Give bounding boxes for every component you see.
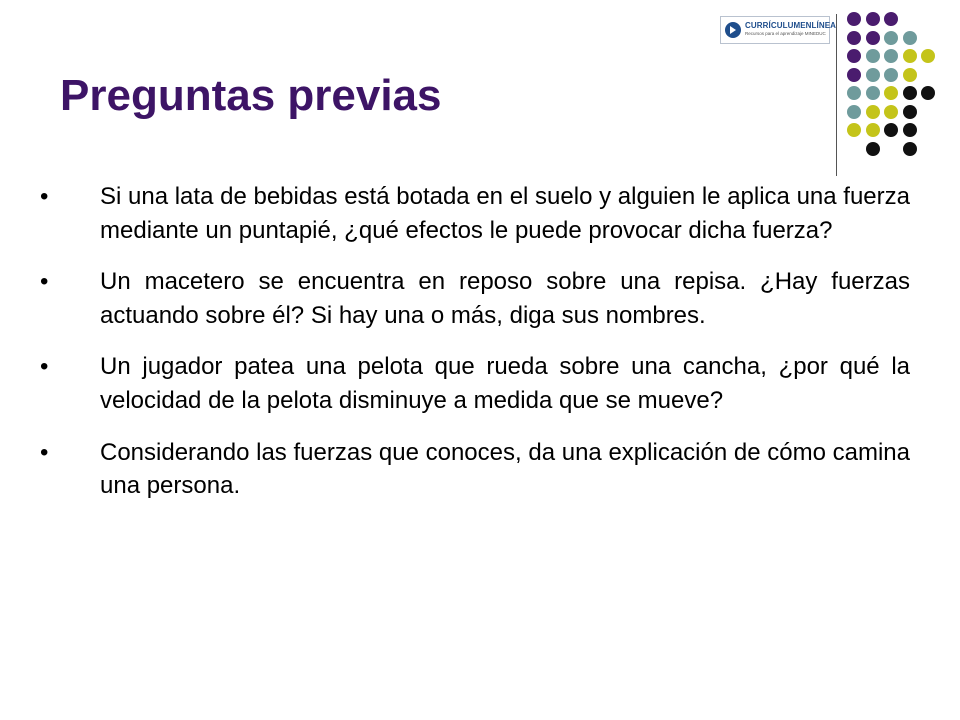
slide-title: Preguntas previas xyxy=(60,71,442,120)
decorative-dot xyxy=(903,123,917,137)
decorative-dot xyxy=(921,49,935,63)
play-icon xyxy=(725,22,741,38)
decorative-dot xyxy=(884,68,898,82)
decorative-dot xyxy=(847,86,861,100)
question-item xyxy=(30,350,910,417)
decorative-dot xyxy=(847,68,861,82)
decorative-dot xyxy=(866,142,880,156)
bullet-marker: • xyxy=(40,268,49,296)
question-item xyxy=(30,265,910,332)
decorative-dot xyxy=(884,31,898,45)
curriculum-en-linea-logo xyxy=(720,16,837,44)
decorative-dot xyxy=(866,86,880,100)
decorative-dot xyxy=(903,31,917,45)
decorative-dot xyxy=(921,86,935,100)
decorative-dot xyxy=(866,68,880,82)
decorative-dot xyxy=(847,123,861,137)
question-text: Un macetero se encuentra en reposo sobre una repisa. ¿Hay fuerzas actuando sobre él? Si hay una o más, diga sus nombres. xyxy=(100,268,910,329)
decorative-dot xyxy=(866,12,880,26)
logo-name: CURRÍCULUMENLÍNEA xyxy=(745,21,837,30)
bullet-marker: • xyxy=(40,438,49,466)
question-text: Considerando las fuerzas que conoces, da una explicación de cómo camina una persona. xyxy=(100,438,910,500)
question-item xyxy=(30,436,910,503)
decorative-dot xyxy=(866,105,880,119)
decorative-dot xyxy=(903,105,917,119)
decorative-dot xyxy=(847,12,861,26)
decorative-dot xyxy=(903,142,917,156)
decorative-dot xyxy=(847,105,861,119)
decorative-dot xyxy=(884,86,898,100)
decorative-dot xyxy=(884,49,898,63)
decorative-dot xyxy=(866,123,880,137)
decorative-dot xyxy=(847,31,861,45)
bullet-marker: • xyxy=(40,183,49,210)
logo-tagline: Recursos para el aprendizaje MINEDUC xyxy=(745,31,826,36)
decorative-dot xyxy=(847,49,861,63)
decorative-dot xyxy=(884,12,898,26)
bullet-marker: • xyxy=(40,353,49,381)
decorative-dot xyxy=(903,86,917,100)
question-item xyxy=(30,180,910,247)
decorative-dot xyxy=(866,49,880,63)
question-text: Un jugador patea una pelota que rueda sobre una cancha, ¿por qué la velocidad de la pelota disminuye a medida que se mueve? xyxy=(100,353,910,414)
vertical-divider xyxy=(836,14,837,176)
decorative-dot xyxy=(884,105,898,119)
question-list xyxy=(30,180,910,521)
question-text: Si una lata de bebidas está botada en el suelo y alguien le aplica una fuerza mediante un puntapié, ¿qué efectos le puede provocar dicha fuerza? xyxy=(100,183,910,244)
decorative-dot xyxy=(903,68,917,82)
decorative-dot xyxy=(903,49,917,63)
decorative-dot xyxy=(866,31,880,45)
decorative-dot-grid xyxy=(845,10,955,160)
decorative-dot xyxy=(884,123,898,137)
